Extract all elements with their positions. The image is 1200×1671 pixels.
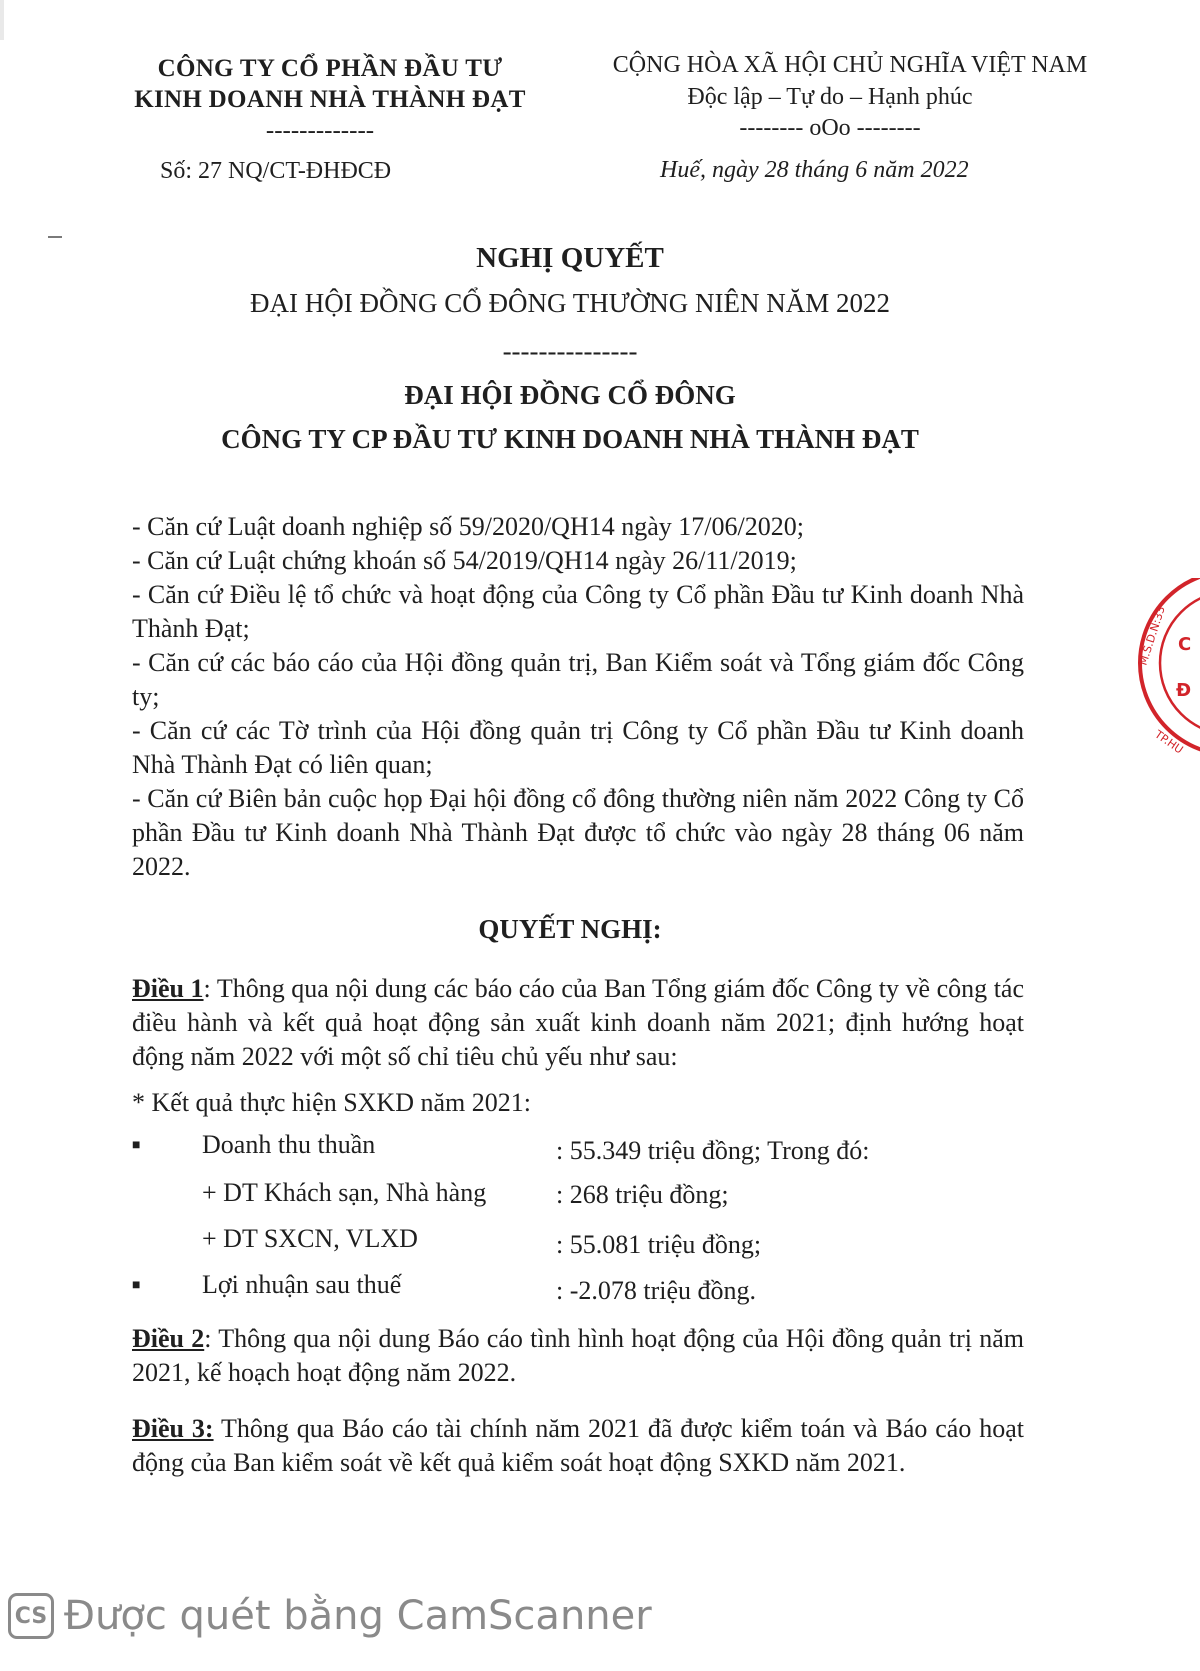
- article-1-label: Điều 1: [132, 974, 204, 1003]
- issuer-line1: ĐẠI HỘI ĐỒNG CỔ ĐÔNG: [404, 380, 736, 410]
- resolution-heading: QUYẾT NGHỊ:: [478, 914, 662, 944]
- result-label: Doanh thu thuần: [202, 1130, 376, 1159]
- nation-name: CỘNG HÒA XÃ HỘI CHỦ NGHĨA VIỆT NAM: [612, 52, 1088, 78]
- article-3-text: Thông qua Báo cáo tài chính năm 2021 đã được kiểm toán và Báo cáo hoạt động của Ban kiểm soát về kết quả kiểm soát hoạt động SXKD năm 2021.: [132, 1414, 1024, 1477]
- legal-bases: [132, 510, 1024, 884]
- result-label: Lợi nhuận sau thuế: [202, 1270, 402, 1299]
- svg-text:M.S.D.N:33: M.S.D.N:33: [1136, 604, 1168, 667]
- article-2-label: Điều 2: [132, 1324, 205, 1353]
- article-2: [132, 1322, 1024, 1390]
- result-value: : 268 triệu đồng;: [556, 1180, 729, 1209]
- article-1: [132, 972, 1024, 1074]
- camscanner-watermark: [8, 1586, 652, 1646]
- company-divider: -------------: [265, 117, 375, 144]
- scan-mark: [0, 0, 4, 40]
- result-value: : -2.078 triệu đồng.: [556, 1276, 757, 1305]
- basis-item: - Căn cứ Luật doanh nghiệp số 59/2020/QH14 ngày 17/06/2020;: [132, 512, 804, 541]
- article-1-text: : Thông qua nội dung các báo cáo của Ban Tổng giám đốc Công ty về công tác điều hành và kết quả hoạt động sản xuất kinh doanh năm 2021; định hướng hoạt động năm 2022 với một số chỉ tiêu chủ yếu như sau:: [132, 974, 1024, 1071]
- title-divider: ---------------: [502, 336, 638, 366]
- issuer-line2: CÔNG TY CP ĐẦU TƯ KINH DOANH NHÀ THÀNH ĐẠT: [221, 424, 919, 454]
- bullet-icon: ■: [132, 1138, 141, 1153]
- document-title: NGHỊ QUYẾT: [476, 242, 664, 274]
- company-name-line1: CÔNG TY CỔ PHẦN ĐẦU TƯ: [157, 55, 503, 82]
- document-number: Số: 27 NQ/CT-ĐHĐCĐ: [160, 158, 392, 184]
- svg-text:C: C: [1178, 634, 1192, 655]
- company-name-line2: KINH DOANH NHÀ THÀNH ĐẠT: [134, 86, 526, 113]
- watermark-text: Được quét bằng CamScanner: [64, 1593, 652, 1639]
- stamp-icon: [1132, 578, 1200, 778]
- nation-divider: -------- oOo --------: [739, 115, 921, 141]
- basis-item: - Căn cứ các Tờ trình của Hội đồng quản trị Công ty Cổ phần Đầu tư Kinh doanh Nhà Thành Đạt có liên quan;: [132, 716, 1024, 779]
- document-subtitle: ĐẠI HỘI ĐỒNG CỔ ĐÔNG THƯỜNG NIÊN NĂM 2022: [250, 288, 890, 318]
- camscanner-logo-icon: CS: [8, 1593, 54, 1639]
- basis-item: - Căn cứ các báo cáo của Hội đồng quản trị, Ban Kiểm soát và Tổng giám đốc Công ty;: [132, 648, 1024, 711]
- nation-motto: Độc lập – Tự do – Hạnh phúc: [687, 84, 973, 110]
- bullet-icon: ■: [132, 1278, 141, 1293]
- basis-item: - Căn cứ Luật chứng khoán số 54/2019/QH14 ngày 26/11/2019;: [132, 546, 797, 575]
- result-value: : 55.349 triệu đồng; Trong đó:: [556, 1136, 870, 1165]
- article-2-text: : Thông qua nội dung Báo cáo tình hình hoạt động của Hội đồng quản trị năm 2021, kế hoạch hoạt động năm 2022.: [132, 1324, 1024, 1387]
- results-heading: * Kết quả thực hiện SXKD năm 2021:: [132, 1088, 531, 1117]
- article-3: [132, 1412, 1024, 1480]
- basis-item: - Căn cứ Điều lệ tổ chức và hoạt động của Công ty Cổ phần Đầu tư Kinh doanh Nhà Thành Đạt;: [132, 580, 1024, 643]
- svg-text:Đ: Đ: [1176, 680, 1192, 701]
- svg-text:TP.HU: TP.HU: [1152, 727, 1186, 757]
- basis-item: - Căn cứ Biên bản cuộc họp Đại hội đồng cổ đông thường niên năm 2022 Công ty Cổ phần Đầu tư Kinh doanh Nhà Thành Đạt được tổ chức vào ngày 28 tháng 06 năm 2022.: [132, 784, 1024, 881]
- scan-mark: [48, 236, 62, 238]
- company-stamp: [1132, 578, 1200, 783]
- result-label: + DT Khách sạn, Nhà hàng: [202, 1178, 487, 1207]
- article-3-label: Điều 3:: [132, 1414, 214, 1443]
- result-label: + DT SXCN, VLXD: [202, 1224, 418, 1253]
- result-value: : 55.081 triệu đồng;: [556, 1230, 762, 1259]
- place-date: Huế, ngày 28 tháng 6 năm 2022: [660, 157, 969, 183]
